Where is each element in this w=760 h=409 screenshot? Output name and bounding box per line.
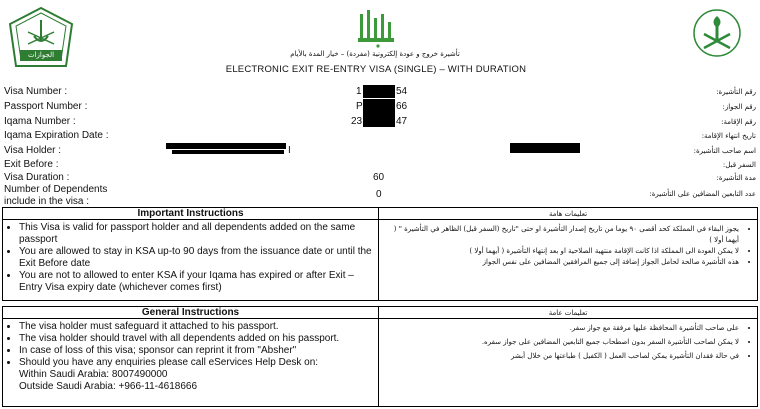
iqama-number-label-ar: رقم الإقامة: xyxy=(721,118,756,126)
redaction-bar xyxy=(172,150,284,154)
general-title-ar: تعليمات عامة xyxy=(548,309,588,317)
passport-number-label: Passport Number : xyxy=(4,101,88,112)
visa-number-tail: 54 xyxy=(396,86,408,97)
important-title-ar: تعليمات هامة xyxy=(548,210,588,218)
passports-logo xyxy=(6,6,76,68)
saudi-emblem xyxy=(692,8,742,58)
important-body-ar xyxy=(378,219,758,301)
general-body-en xyxy=(2,318,379,407)
list-item: • The visa holder should travel with all dependents added on his passport. xyxy=(19,333,374,345)
exit-before-label: Exit Before : xyxy=(4,159,59,170)
iqama-expiration-label: Iqama Expiration Date : xyxy=(4,130,109,141)
list-item: • في حالة فقدان التأشيرة يمكن لصاحب العمل ( الكفيل ) طباعتها من خلال أبشر xyxy=(383,351,739,362)
visa-number-value: 1 xyxy=(356,86,362,97)
list-item: • على صاحب التأشيرة المحافظة عليها مرفقة مع جواز سفر. xyxy=(383,323,739,334)
list-item: • Should you have any enquiries please call eServices Help Desk on: xyxy=(19,357,374,369)
help-desk-within: Within Saudi Arabia: 8007490000 xyxy=(19,369,168,380)
iqama-expiration-label-ar: تاريخ انتهاء الإقامة: xyxy=(701,132,756,140)
passport-number-label-ar: رقم الجواز: xyxy=(722,103,756,111)
exit-before-label-ar: السفر قبل: xyxy=(722,161,756,169)
title-english: ELECTRONIC EXIT RE-ENTRY VISA (SINGLE) – WITH DURATION xyxy=(225,64,527,75)
list-item: • You are not to allowed to enter KSA if your Iqama has expired or after Exit –Entry Visa expiry date (whichever comes first) xyxy=(19,270,374,294)
important-list-ar xyxy=(383,224,753,268)
dependents-label-ar: عدد التابعين المضافين على التأشيرة: xyxy=(649,190,756,198)
important-body-en xyxy=(2,219,379,301)
general-list-en xyxy=(5,321,374,369)
visa-holder-label: Visa Holder : xyxy=(4,145,62,156)
help-desk-outside: Outside Saudi Arabia: +966-11-4618666 xyxy=(19,381,198,392)
list-item: • لا يمكن العودة الى المملكة اذا كانت الإقامة منتهية الصلاحية او بعد إنتهاء التأشيرة ( أيهما أولا ) xyxy=(383,246,739,257)
visa-number-label: Visa Number : xyxy=(4,86,68,97)
visa-holder-tail: I xyxy=(288,145,291,156)
passport-number-value: P xyxy=(356,101,363,112)
iqama-number-label: Iqama Number : xyxy=(4,116,76,127)
general-title-en: General Instructions xyxy=(141,307,240,318)
list-item: • This Visa is valid for passport holder and all dependents added on the same passport xyxy=(19,222,374,246)
visa-holder-label-ar: اسم صاحب التأشيرة: xyxy=(693,147,756,155)
visa-number-label-ar: رقم التأشيرة: xyxy=(716,88,756,96)
visa-duration-label-ar: مدة التأشيرة: xyxy=(716,174,756,182)
absher-logo xyxy=(356,8,398,48)
redaction-bar xyxy=(363,85,395,98)
dependents-value: 0 xyxy=(376,189,382,200)
list-item: • In case of loss of this visa; sponsor can reprint it from "Absher" xyxy=(19,345,374,357)
redaction-bar xyxy=(363,99,395,113)
passport-number-tail: 66 xyxy=(396,101,408,112)
redaction-bar xyxy=(363,113,395,127)
iqama-number-value: 23 xyxy=(351,116,363,127)
general-list-ar xyxy=(383,323,753,362)
list-item: • You are allowed to stay in KSA up-to 90 days from the issuance date or until the Exit Before date xyxy=(19,246,374,270)
redaction-bar xyxy=(166,143,286,149)
list-item: • هذه التأشيرة صالحة لحامل الجواز إضافة إلى جميع المرافقين المضافين على نفس الجواز xyxy=(383,257,739,268)
visa-duration-label: Visa Duration : xyxy=(4,172,70,183)
list-item: • The visa holder must safeguard it attached to his passport. xyxy=(19,321,374,333)
list-item: • لا يمكن لصاحب التأشيرة السفر بدون اصطحاب جميع التابعين المضافين على جواز سفره. xyxy=(383,337,739,348)
title-arabic: تأشيرة خروج و عودة إلكترونية (مفردة) – خيار المدة بالأيام xyxy=(290,50,460,58)
important-list-en xyxy=(5,222,374,294)
dependents-label: Number of Dependents include in the visa : xyxy=(4,184,108,207)
redaction-bar xyxy=(510,143,580,153)
important-title-en: Important Instructions xyxy=(137,208,244,219)
general-body-ar xyxy=(378,318,758,407)
iqama-number-tail: 47 xyxy=(396,116,408,127)
passports-logo-label: الجوازات xyxy=(27,51,55,59)
visa-duration-value: 60 xyxy=(373,172,385,183)
list-item: • يجوز البقاء في المملكة كحد أقصى ٩٠ يوما من تاريخ إصدار التأشيرة او حتى "تاريخ (السفر قبل) الظاهر في التأشيرة " ( أيهما أولا ) xyxy=(383,224,739,246)
